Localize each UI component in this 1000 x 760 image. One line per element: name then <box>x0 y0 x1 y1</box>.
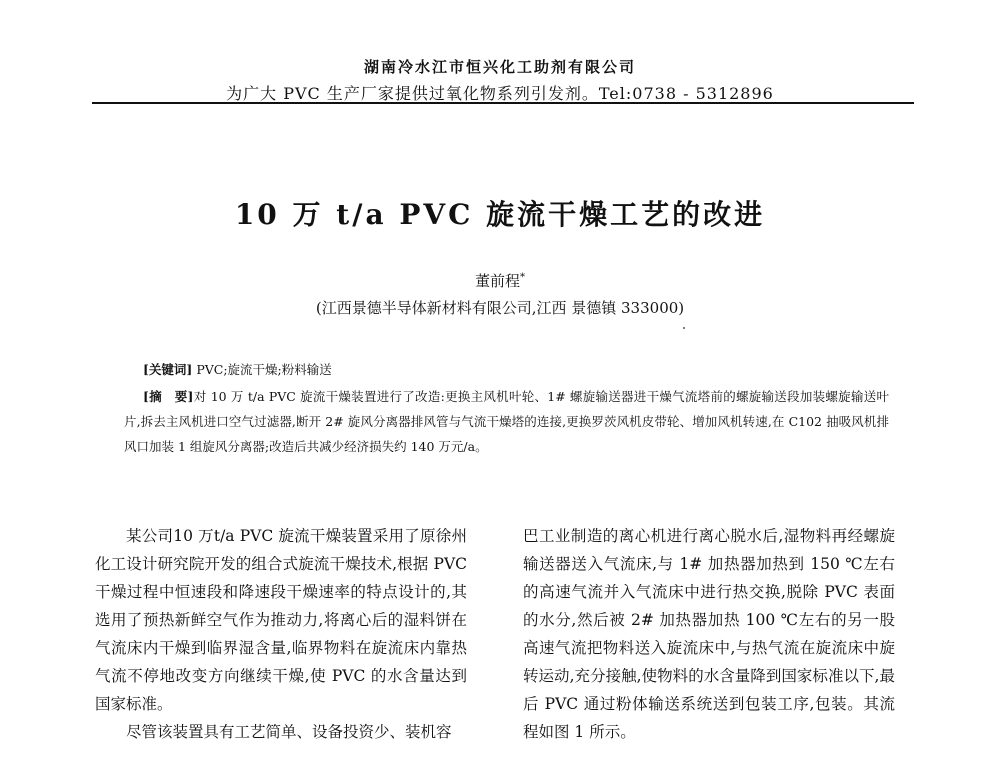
affiliation: (江西景德半导体新材料有限公司,江西 景德镇 333000) <box>315 299 685 317</box>
body-paragraph: 巴工业制造的离心机进行离心脱水后,湿物料再经螺旋输送器送入气流床,与 1# 加热器加热到 150 ℃左右的高速气流并入气流床中进行热交换,脱除 PVC 表面的水分,然后被 2# 加热器加热 100 ℃左右的另一股高速气流把物料送入旋流床中,与热气流在旋流床中旋转运动,充分接触,使物料的水含量降到国家标准以下,最后 PVC 通过粉体输送系统送到包装工序,包装。其流程如图 1 所示。 <box>523 527 895 741</box>
author-footnote-mark: * <box>520 272 525 283</box>
advertiser-company: 湖南冷水江市恒兴化工助剂有限公司 <box>363 58 636 76</box>
keywords-label: [关键词] <box>143 362 193 377</box>
abstract-text: 对 10 万 t/a PVC 旋流干燥装置进行了改造:更换主风机叶轮、1# 螺旋输送器进干燥气流塔前的螺旋输送段加装螺旋输送叶片,拆去主风机进口空气过滤器,断开 2# 旋风分离器排风管与气流干燥塔的连接,更换罗茨风机皮带轮、增加风机转速,在 C102 抽吸风机排风口加装 1 组旋风分离器;改造后共减少经济损失约 140 万元/a。 <box>124 389 889 454</box>
advertisement-line: 为广大 PVC 生产厂家提供过氧化物系列引发剂。Tel:0738 - 5312896 <box>226 84 774 103</box>
page-header <box>0 56 1000 104</box>
body-column-right <box>523 522 895 746</box>
body-column-left <box>95 522 467 746</box>
abstract <box>124 384 889 459</box>
author <box>0 270 1000 291</box>
body-paragraph: 某公司10 万t/a PVC 旋流干燥装置采用了原徐州化工设计研究院开发的组合式旋流干燥技术,根据 PVC 干燥过程中恒速段和降速段干燥速率的特点设计的,其选用了预热新鲜空气作为推动力,将离心后的湿料饼在气流床内干燥到临界湿含量,临界物料在旋流床内靠热气流不停地改变方向继续干燥,使 PVC 的水含量达到国家标准。 <box>95 527 467 713</box>
body-paragraph: 尽管该装置具有工艺简单、设备投资少、装机容 <box>126 723 452 741</box>
author-name: 董前程 <box>474 272 520 290</box>
abstract-label: [摘 要] <box>143 389 194 404</box>
speck <box>683 327 685 329</box>
keywords <box>143 360 883 378</box>
article-title: 10 万 t/a PVC 旋流干燥工艺的改进 <box>234 198 766 231</box>
keywords-text: PVC;旋流干燥;粉料输送 <box>196 362 332 377</box>
header-divider <box>92 102 914 104</box>
